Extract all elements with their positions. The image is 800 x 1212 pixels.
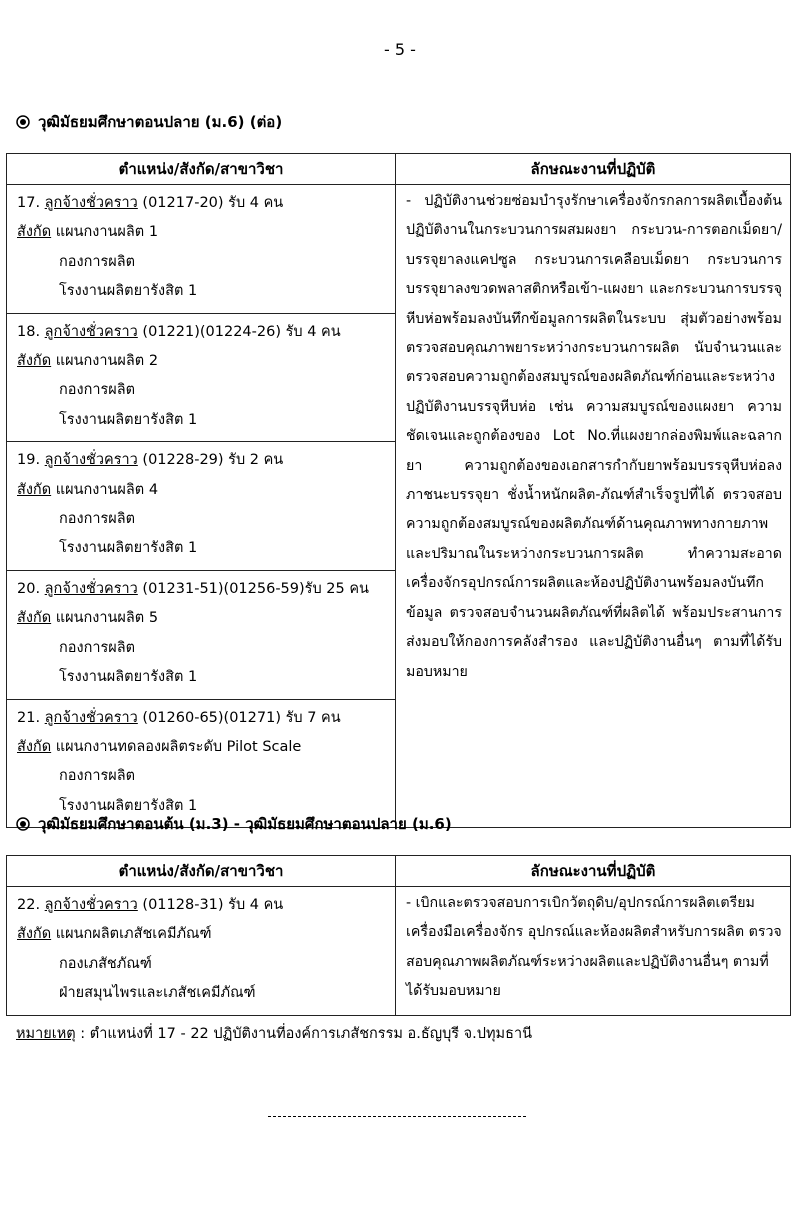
- affiliation-label: สังกัด: [17, 353, 52, 370]
- position-title: ลูกจ้างชั่วคราว: [44, 452, 138, 469]
- position-code: (01260-65)(01271) รับ 7 คน: [137, 709, 341, 726]
- bullseye-icon: [16, 817, 30, 831]
- department: แผนกงานผลิต 2: [51, 353, 159, 370]
- section-heading-2-text: วุฒิมัธยมศึกษาตอนต้น (ม.3) - วุฒิมัธยมศึกษาตอนปลาย (ม.6): [38, 815, 452, 833]
- plant: โรงงานผลิตยารังสิต 1: [59, 411, 198, 428]
- position-title: ลูกจ้างชั่วคราว: [44, 580, 138, 597]
- header-position: ตำแหน่ง/สังกัด/สาขาวิชา: [7, 154, 396, 185]
- department: แผนกงานผลิต 1: [51, 224, 159, 241]
- position-cell-20: [7, 570, 396, 699]
- header-duties: ลักษณะงานที่ปฏิบัติ: [396, 154, 791, 185]
- header-position: ตำแหน่ง/สังกัด/สาขาวิชา: [7, 856, 396, 887]
- footnote: [16, 1022, 532, 1045]
- division: กองการผลิต: [59, 253, 136, 270]
- section-heading-1: [16, 110, 282, 134]
- affiliation-label: สังกัด: [17, 481, 52, 498]
- position-code: (01228-29) รับ 2 คน: [137, 452, 284, 469]
- plant: โรงงานผลิตยารังสิต 1: [59, 540, 198, 557]
- position-title: ลูกจ้างชั่วคราว: [44, 195, 138, 211]
- header-duties: ลักษณะงานที่ปฏิบัติ: [396, 856, 791, 887]
- division: กองการผลิต: [59, 639, 136, 656]
- position-title: ลูกจ้างชั่วคราว: [44, 709, 138, 726]
- affiliation-label: สังกัด: [17, 224, 52, 241]
- department: แผนกผลิตเภสัชเคมีภัณฑ์: [51, 926, 212, 943]
- separator-line: [268, 1116, 526, 1117]
- page-number: - 5 -: [384, 40, 416, 59]
- position-cell-18: [7, 313, 396, 442]
- footnote-text: : ตำแหน่งที่ 17 - 22 ปฏิบัติงานที่องค์การเภสัชกรรม อ.ธัญบุรี จ.ปทุมธานี: [75, 1026, 533, 1042]
- division: กองการผลิต: [59, 768, 136, 785]
- position-code: (01217-20) รับ 4 คน: [137, 195, 284, 211]
- division: กองการผลิต: [59, 511, 136, 528]
- footnote-label: หมายเหตุ: [16, 1026, 76, 1042]
- position-cell-21: [7, 699, 396, 828]
- duties-description-1: - ปฏิบัติงานช่วยซ่อมบำรุงรักษาเครื่องจักรกลการผลิตเบื้องต้น ปฏิบัติงานในกระบวนการผสมผงยา กระบวน-การตอกเม็ดยา/บรรจุยาลงแคปซูล กระบวนการเคลือบเม็ดยา กระบวนการบรรจุยาลงขวดพลาสติกหรือเข้า-แผงยา และกระบวนการบรรจุหีบห่อพร้อมลงบันทึกข้อมูลการผลิตในระบบ สุ่มตัวอย่างพร้อมตรวจสอบคุณภาพยาระหว่างกระบวนการผลิต นับจำนวนและตรวจสอบความถูกต้องสมบูรณ์ของผลิตภัณฑ์ก่อนและระหว่างปฏิบัติงานบรรจุหีบห่อ เช่น ความสมบูรณ์ของแผงยา ความชัดเจนและถูกต้องของ Lot No.ที่แผงยากล่องพิมพ์และฉลากยา ความถูกต้องของเอกสารกำกับยาพร้อมบรรจุหีบห่อลงภาชนะบรรจุยา ชั่งน้ำหนักผลิต-ภัณฑ์สำเร็จรูปที่ได้ ตรวจสอบความถูกต้องสมบูรณ์ของผลิตภัณฑ์ด้านคุณภาพทางกายภาพและปริมาณในระหว่างกระบวนการผลิต ทำความสะอาดเครื่องจักรอุปกรณ์การผลิตและห้องปฏิบัติงานพร้อมลงบันทึกข้อมูล ตรวจสอบจำนวนผลิตภัณฑ์ที่ผลิตได้ พร้อมประสานการส่งมอบให้กองการคลังสำรอง และปฏิบัติงานอื่นๆ ตามที่ได้รับมอบหมาย: [396, 185, 791, 828]
- section-heading-1-text: วุฒิมัธยมศึกษาตอนปลาย (ม.6) (ต่อ): [38, 113, 283, 131]
- plant: โรงงานผลิตยารังสิต 1: [59, 797, 198, 814]
- position-number: 22.: [17, 897, 41, 913]
- section-heading-2: [16, 812, 452, 836]
- plant: ฝ่ายสมุนไพรและเภสัชเคมีภัณฑ์: [59, 985, 256, 1002]
- division: กองการผลิต: [59, 382, 136, 399]
- position-number: 18.: [17, 323, 41, 340]
- division: กองเภสัชภัณฑ์: [59, 955, 152, 972]
- affiliation-label: สังกัด: [17, 926, 52, 943]
- position-cell-17: [7, 185, 396, 314]
- position-number: 21.: [17, 709, 41, 726]
- position-cell-22: [7, 887, 396, 1016]
- position-code: (01221)(01224-26) รับ 4 คน: [137, 323, 341, 340]
- positions-table-2: [6, 855, 791, 1016]
- position-code: (01128-31) รับ 4 คน: [137, 897, 284, 913]
- position-code: (01231-51)(01256-59)รับ 25 คน: [137, 580, 369, 597]
- table-row: [7, 185, 791, 314]
- duties-description-2: - เบิกและตรวจสอบการเบิกวัตถุดิบ/อุปกรณ์การผลิตเตรียมเครื่องมือเครื่องจักร อุปกรณ์และห้องผลิตสำหรับการผลิต ตรวจสอบคุณภาพผลิตภัณฑ์ระหว่างผลิตและปฏิบัติงานอื่นๆ ตามที่ได้รับมอบหมาย: [396, 887, 791, 1016]
- department: แผนกงานผลิต 4: [51, 481, 159, 498]
- position-number: 17.: [17, 195, 41, 211]
- department: แผนกงานทดลองผลิตระดับ Pilot Scale: [51, 738, 302, 755]
- position-number: 19.: [17, 452, 41, 469]
- position-title: ลูกจ้างชั่วคราว: [44, 323, 138, 340]
- position-cell-19: [7, 442, 396, 571]
- position-number: 20.: [17, 580, 41, 597]
- table-row: [7, 887, 791, 1016]
- department: แผนกงานผลิต 5: [51, 610, 159, 627]
- position-title: ลูกจ้างชั่วคราว: [44, 897, 138, 913]
- plant: โรงงานผลิตยารังสิต 1: [59, 669, 198, 686]
- affiliation-label: สังกัด: [17, 610, 52, 627]
- affiliation-label: สังกัด: [17, 738, 52, 755]
- positions-table-1: [6, 153, 791, 828]
- bullseye-icon: [16, 115, 30, 129]
- plant: โรงงานผลิตยารังสิต 1: [59, 283, 198, 300]
